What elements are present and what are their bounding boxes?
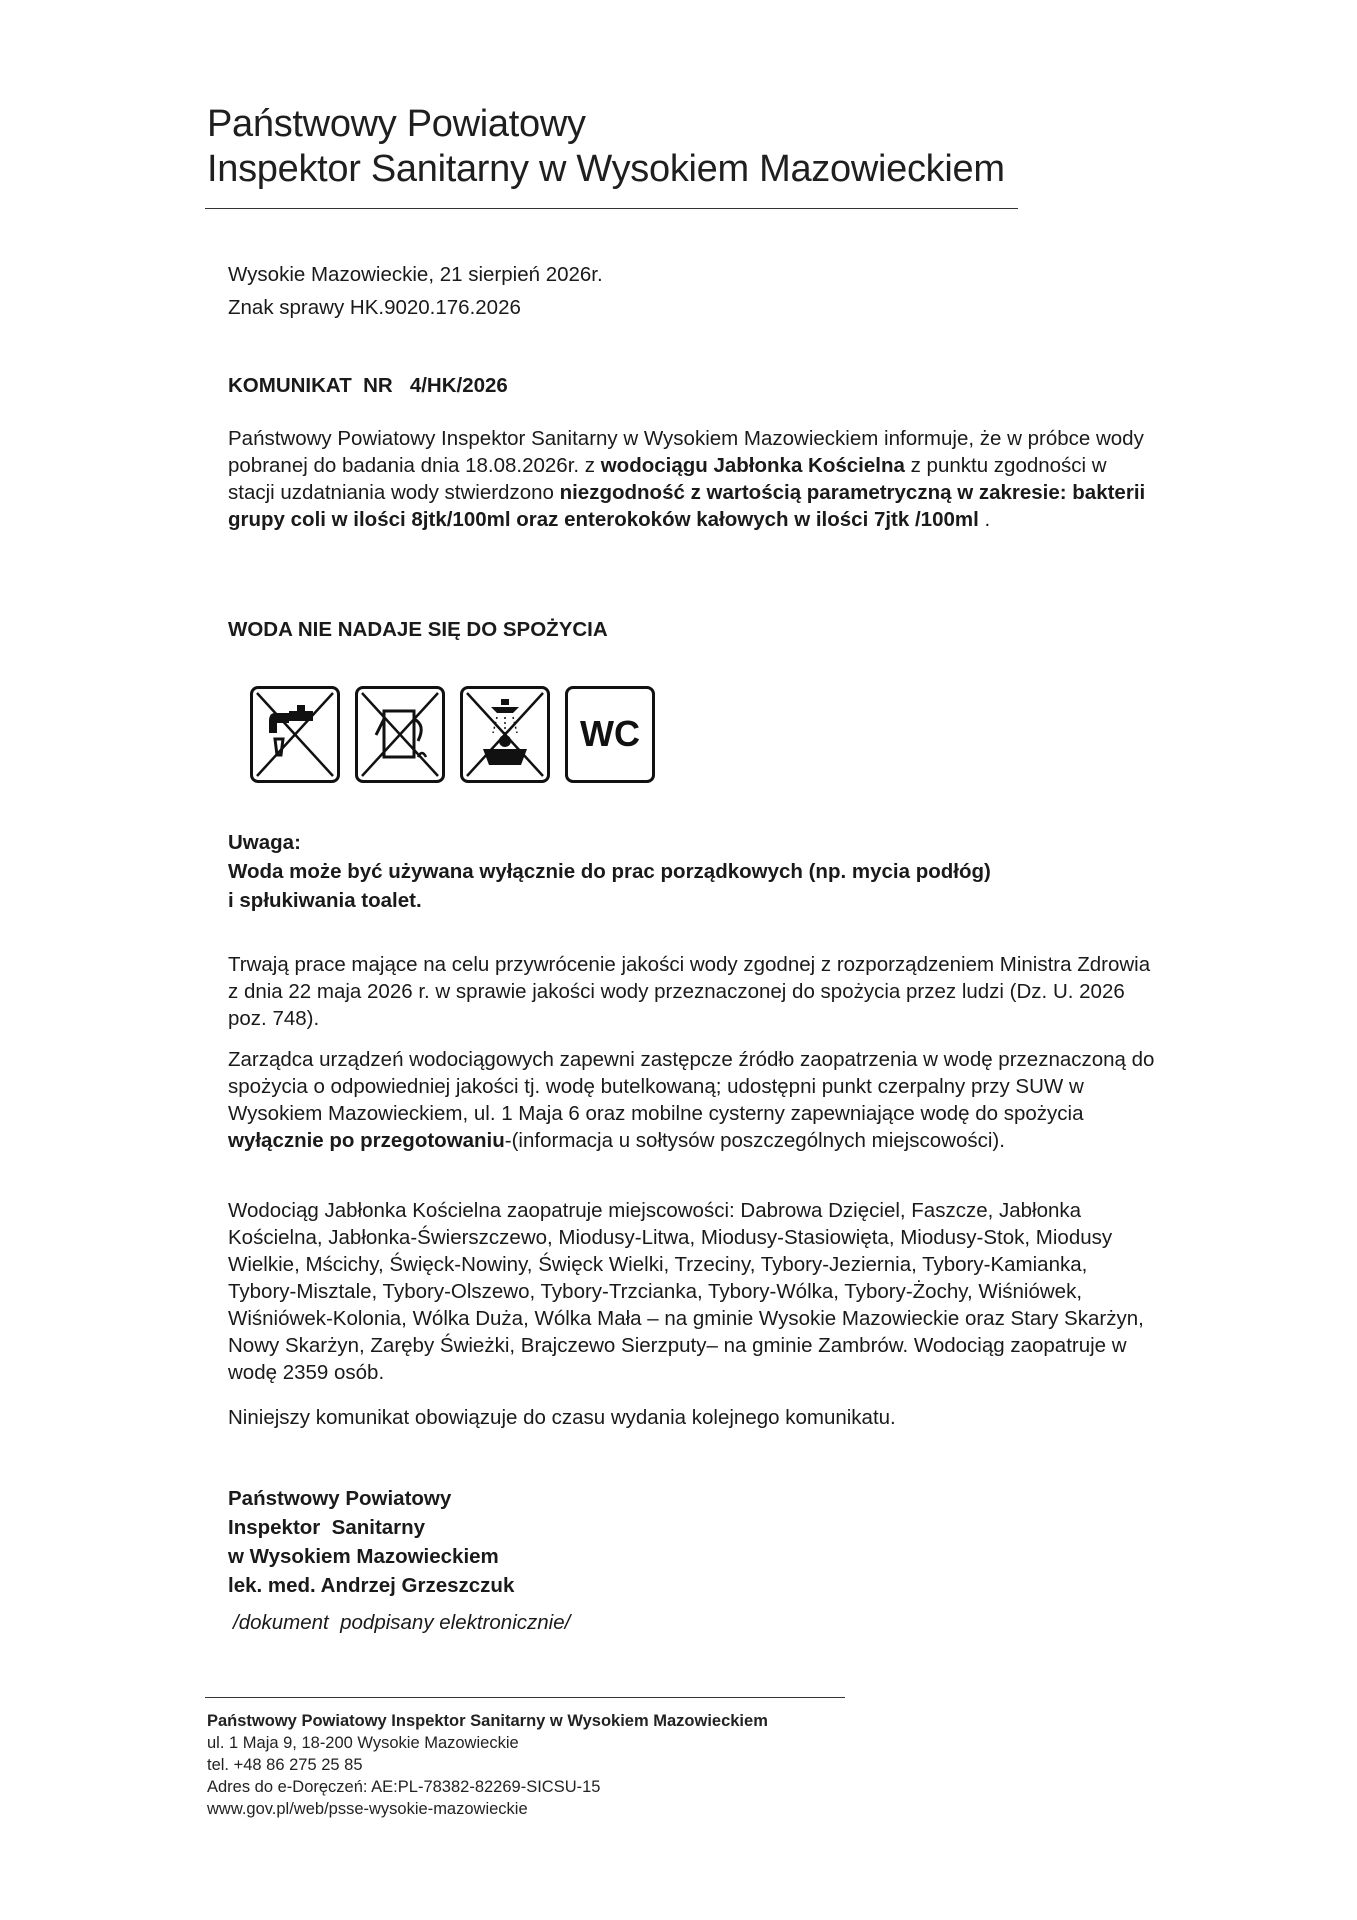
wc-label: WC xyxy=(580,713,640,754)
intro-text-2: z punktu zgodności w stacji uzdatniania wody stwierdzono xyxy=(228,454,1107,504)
footer-phone: tel. +48 86 275 25 85 xyxy=(207,1756,363,1774)
header-title xyxy=(207,102,1005,192)
para2-text-1: Zarządca urządzeń wodociągowych zapewni zastępcze źródło zaopatrzenia w wodę przeznaczoną do spożycia o odpowiedniej jakości tj. wodę butelkowaną; udostępni punkt czerpalny przy SUW w Wysokiem Mazowieckiem, ul. 1 Maja 6 oraz mobilne cysterny zapewniające wodę do spożycia xyxy=(228,1048,1155,1125)
signature-line1: Państwowy Powiatowy xyxy=(228,1487,452,1510)
document-date: Wysokie Mazowieckie, 21 sierpień 2026r. xyxy=(228,263,603,286)
footer-edelivery: Adres do e-Doręczeń: AE:PL-78382-82269-SICSU-15 xyxy=(207,1778,601,1796)
uwaga-label: Uwaga: xyxy=(228,831,301,854)
intro-bold-2: niezgodność z wartością parametryczną w zakresie: bakterii grupy coli w ilości 8jtk/100ml oraz enterokoków kałowych w ilości 7jtk /100ml xyxy=(228,481,1146,531)
paragraph-validity: Niniejszy komunikat obowiązuje do czasu wydania kolejnego komunikatu. xyxy=(228,1406,896,1429)
footer-website[interactable]: www.gov.pl/web/psse-wysokie-mazowieckie xyxy=(207,1800,528,1818)
footer xyxy=(207,1710,768,1820)
paragraph-restoration: Trwają prace mające na celu przywrócenie jakości wody zgodnej z rozporządzeniem Ministra Zdrowia z dnia 22 maja 2026 r. w sprawie jakości wody przeznaczonej do spożycia przez ludzi (Dz. U. 2026 poz. 748). xyxy=(228,953,1151,1030)
paragraph-localities: Wodociąg Jabłonka Kościelna zaopatruje miejscowości: Dabrowa Dzięciel, Faszcze, Jabłonka Kościelna, Jabłonka-Świerszczewo, Miodusy-Litwa, Miodusy-Stasiowięta, Miodusy-Stok, Miodusy Wielkie, Mścichy, Święck-Nowiny, Święck Wielki, Trzeciny, Tybory-Jeziernia, Tybory-Kamianka, Tybory-Misztale, Tybory-Olszewo, Tybory-Trzcianka, Tybory-Wólka, Tybory-Żochy, Wiśniówek, Wiśniówek-Kolonia, Wólka Duża, Wólka Mała – na gminie Wysokie Mazowieckie oraz Stary Skarżyn, Nowy Skarżyn, Zaręby Świeżki, Brajczewo Sierzputy– na gminie Zambrów. Wodociąg zaopatruje w wodę 2359 osób. xyxy=(228,1199,1144,1384)
no-cooking-icon xyxy=(355,686,445,783)
footer-divider xyxy=(205,1697,845,1698)
intro-text-3: . xyxy=(978,508,991,531)
komunikat-title: KOMUNIKAT NR 4/HK/2026 xyxy=(228,374,508,397)
intro-text-1: Państwowy Powiatowy Inspektor Sanitarny w Wysokiem Mazowieckiem informuje, że w próbce wody pobranej do badania dnia 18.08.2026r. z xyxy=(228,427,1144,477)
uwaga-line2: i spłukiwania toalet. xyxy=(228,889,422,912)
para2-bold-1: wyłącznie po przegotowaniu xyxy=(228,1129,505,1152)
uwaga-note xyxy=(228,828,1158,915)
intro-bold-1: wodociągu Jabłonka Kościelna xyxy=(600,454,905,477)
signature-line3: w Wysokiem Mazowieckiem xyxy=(228,1545,499,1568)
footer-address: ul. 1 Maja 9, 18-200 Wysokie Mazowieckie xyxy=(207,1734,519,1752)
para2-text-2: -(informacja u sołtysów poszczególnych miejscowości). xyxy=(504,1129,1005,1152)
warning-icons xyxy=(250,686,655,783)
warning-title: WODA NIE NADAJE SIĘ DO SPOŻYCIA xyxy=(228,618,608,641)
electronic-signature-note: /dokument podpisany elektronicznie/ xyxy=(233,1611,571,1634)
intro-paragraph xyxy=(228,425,1158,533)
paragraph-alternative-supply xyxy=(228,1046,1158,1154)
signature-line2: Inspektor Sanitarny xyxy=(228,1516,426,1539)
header-title-line2: Inspektor Sanitarny w Wysokiem Mazowieckiem xyxy=(207,148,1005,190)
no-drinking-icon xyxy=(250,686,340,783)
footer-name: Państwowy Powiatowy Inspektor Sanitarny w Wysokiem Mazowieckiem xyxy=(207,1712,768,1730)
document-meta xyxy=(228,258,1158,324)
header-divider xyxy=(205,208,1018,209)
signature-line4: lek. med. Andrzej Grzeszczuk xyxy=(228,1574,515,1597)
header-title-line1: Państwowy Powiatowy xyxy=(207,103,586,145)
uwaga-line1: Woda może być używana wyłącznie do prac porządkowych (np. mycia podłóg) xyxy=(228,860,991,883)
case-number: Znak sprawy HK.9020.176.2026 xyxy=(228,296,521,319)
signature-block xyxy=(228,1484,1158,1600)
no-washing-icon xyxy=(460,686,550,783)
wc-icon xyxy=(565,686,655,783)
